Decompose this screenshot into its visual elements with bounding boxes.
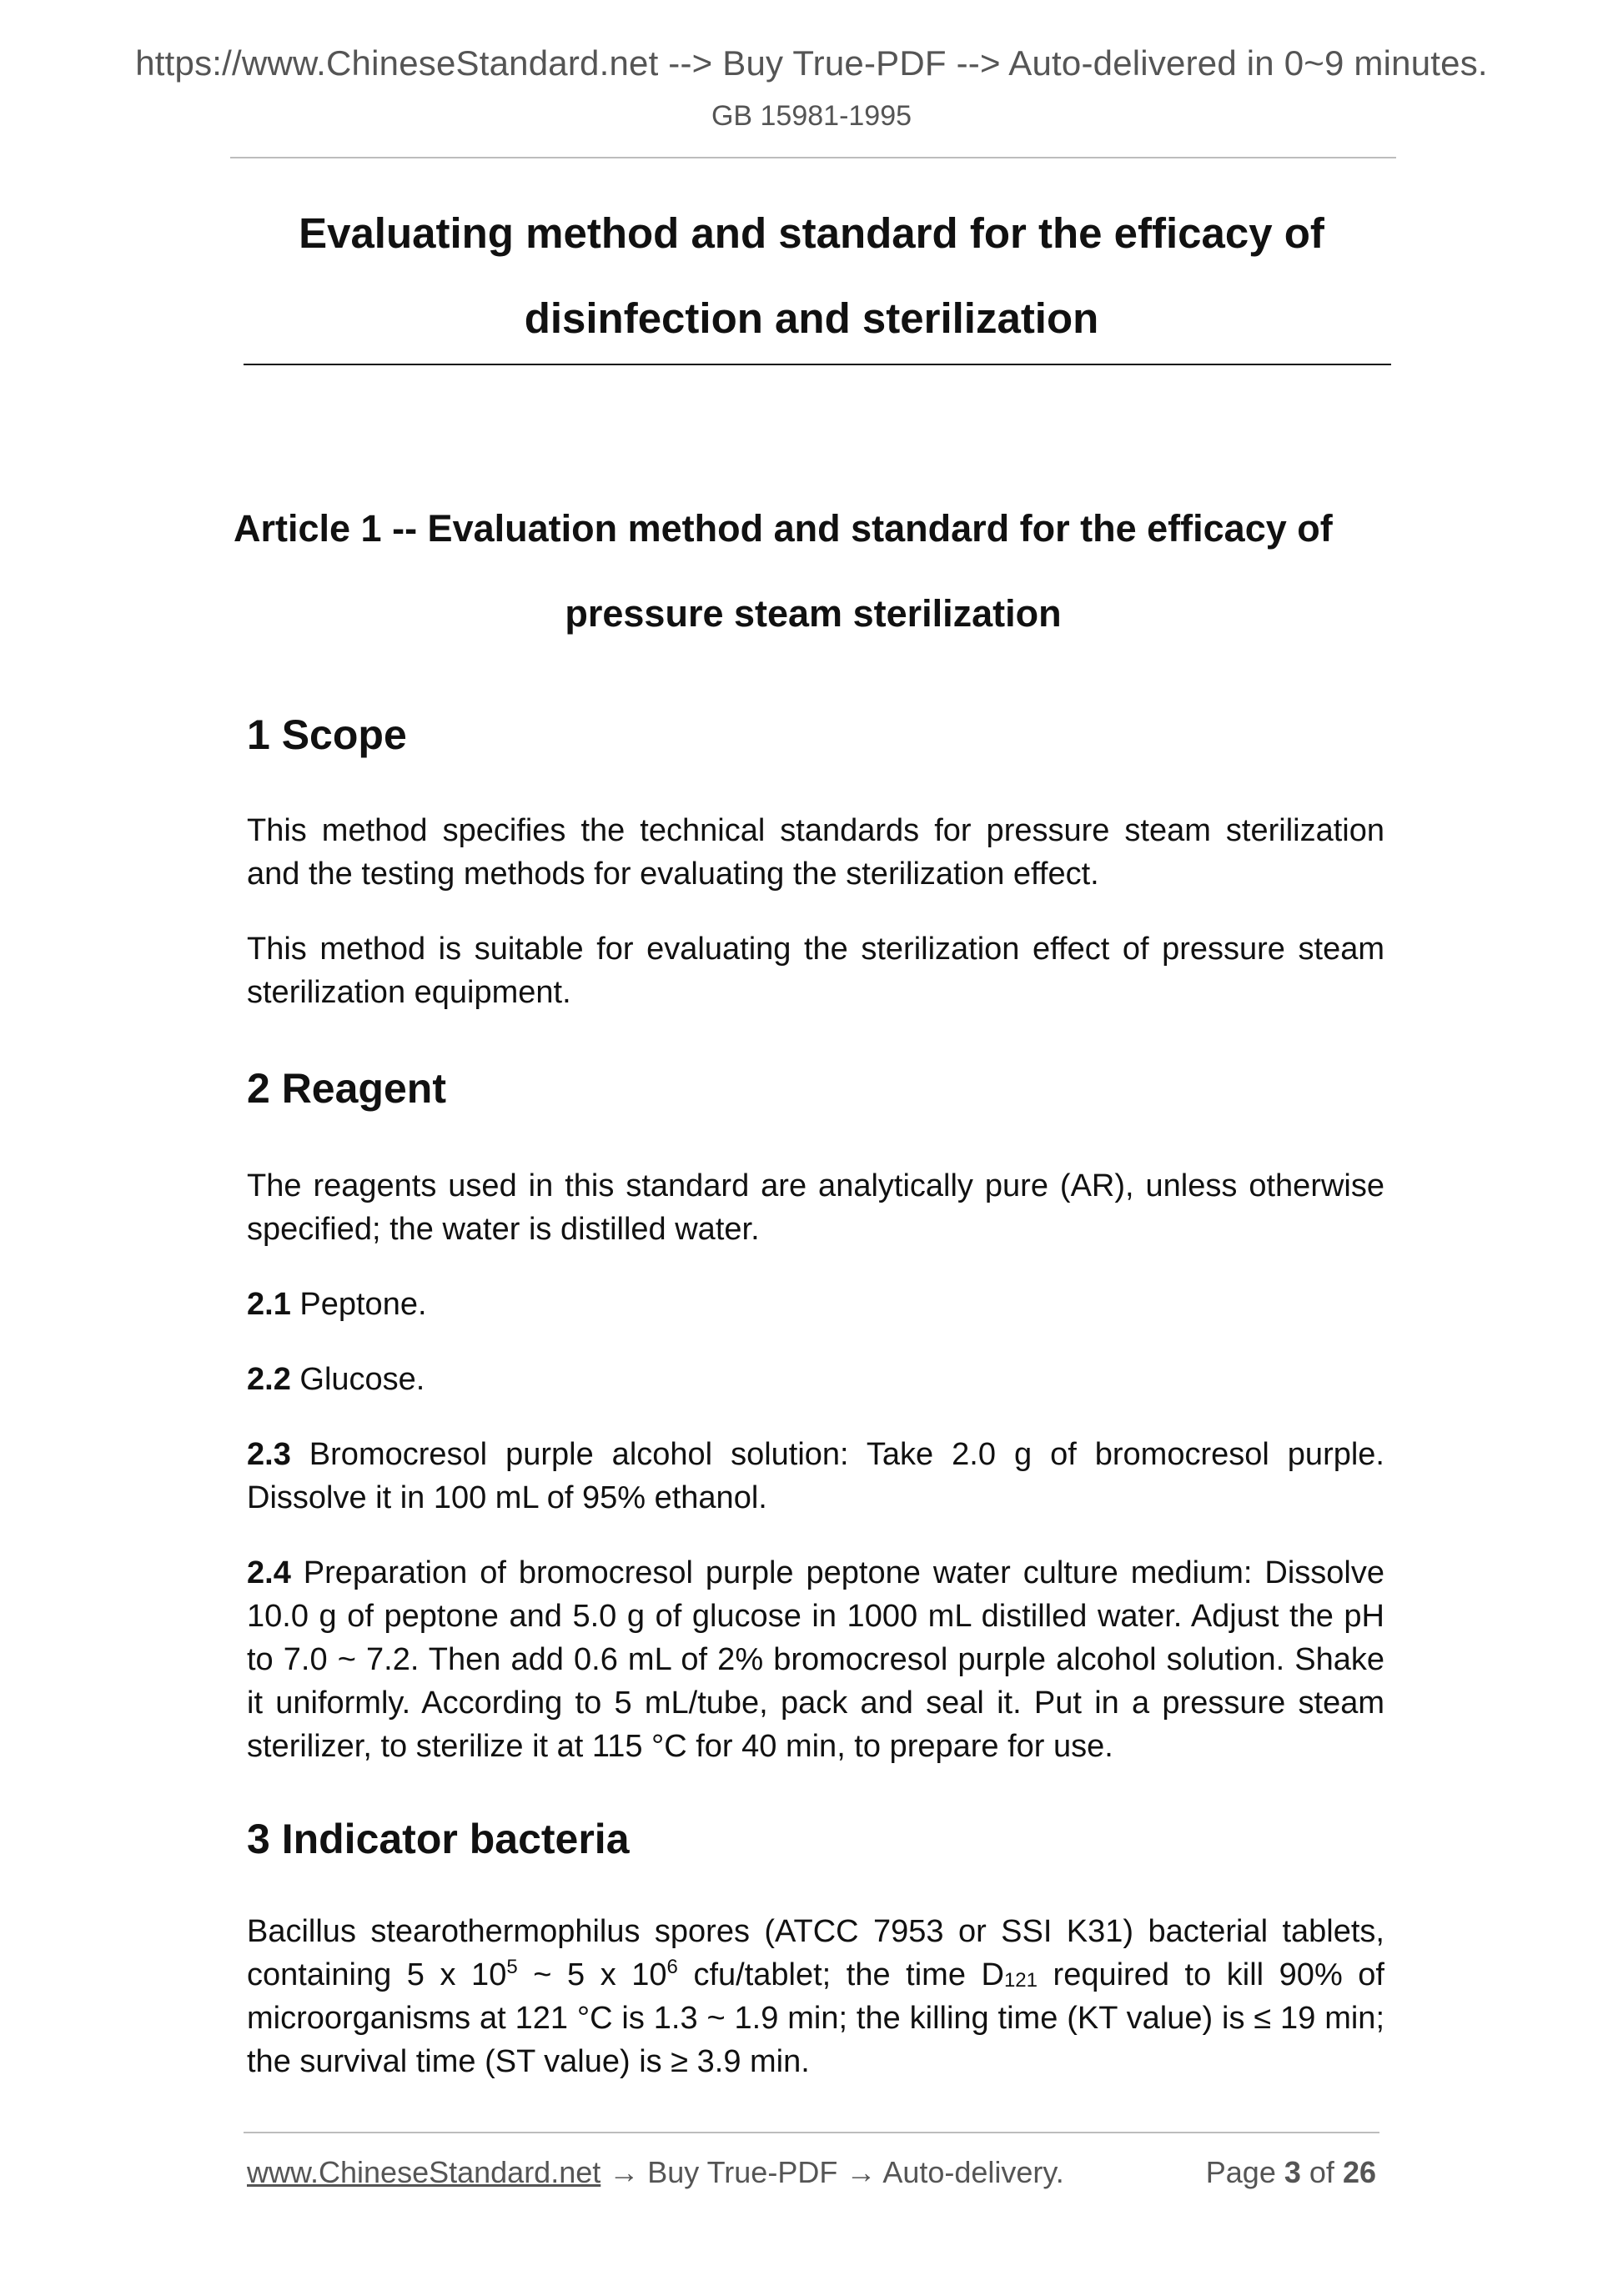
temperature-subscript: 121 [1003,1969,1038,1992]
document-title-line-2: disinfection and sterilization [524,294,1099,342]
exponent-superscript: 6 [666,1956,678,1978]
reagent-item-text: Preparation of bromocresol purple peptone water culture medium: Dissolve 10.0 g of peptone and 5.0 g of glucose in 1000 mL distilled water. Adjust the pH to 7.0 ~ 7.2. Then add 0.6 mL of 2% bromocresol purple alcohol solution. Shake it uniformly. According to 5 mL/tube, pack and seal it. Put in a pressure steam sterilizer, to sterilize it at 115 °C for 40 min, to prepare for use. [247,1555,1384,1764]
reagent-item-number: 2.3 [247,1437,291,1472]
current-page-number: 3 [1284,2155,1301,2189]
reagent-item-text: Glucose. [290,1362,425,1397]
footer-site-link[interactable]: www.ChineseStandard.net [247,2155,601,2189]
of-label: of [1309,2155,1334,2189]
standard-code: GB 15981-1995 [711,100,912,132]
indicator-text-part: cfu/tablet; the time D [677,1957,1004,1992]
reagent-item [247,1551,1384,1768]
section-heading-indicator-bacteria: 3 Indicator bacteria [247,1816,630,1862]
reagent-item [247,1433,1384,1520]
document-title-line-1: Evaluating method and standard for the efficacy of [299,209,1324,257]
scope-paragraph-2: This method is suitable for evaluating the sterilization effect of pressure steam sterilization equipment. [247,932,1384,1010]
reagent-item-number: 2.1 [247,1287,291,1322]
reagent-item [247,1283,1384,1326]
scope-paragraph-1: This method specifies the technical standards for pressure steam sterilization and the testing methods for evaluating the sterilization effect. [247,813,1384,892]
indicator-bacteria-paragraph [247,1910,1384,2083]
section-heading-scope: 1 Scope [247,711,407,758]
article-heading-line-1: Article 1 -- Evaluation method and standard for the efficacy of [234,507,1333,550]
footer-left [247,2155,1064,2190]
reagent-item-number: 2.2 [247,1362,291,1397]
section-heading-reagent: 2 Reagent [247,1065,446,1112]
exponent-superscript: 5 [506,1956,518,1978]
reagent-item-text: Peptone. [290,1287,427,1322]
header-divider [230,157,1396,158]
reagent-item [247,1358,1384,1401]
article-heading-line-2: pressure steam sterilization [565,592,1062,635]
header-url-line[interactable]: https://www.ChineseStandard.net --> Buy True-PDF --> Auto-delivered in 0~9 minutes. [135,43,1488,83]
page-label: Page [1205,2155,1276,2189]
indicator-text-part: ~ 5 x 10 [517,1957,667,1992]
title-divider [244,364,1391,365]
reagent-item-number: 2.4 [247,1555,291,1590]
footer-tagline: → Buy True-PDF → Auto-delivery. [600,2155,1064,2189]
indicator-text-part: Bacillus stearothermophilus spores (ATCC 7953 or SSI K31) bacterial tablets, containing 5 x 10 [247,1914,1384,1992]
footer-divider [244,2132,1379,2133]
total-pages: 26 [1342,2155,1376,2189]
page-indicator [1206,2155,1376,2190]
indicator-text-part: required to kill 90% of microorganisms at 121 °C is 1.3 ~ 1.9 min; the killing time (KT value) is ≤ 19 min; the survival time (ST value) is ≥ 3.9 min. [247,1957,1384,2079]
reagent-intro: The reagents used in this standard are analytically pure (AR), unless otherwise specified; the water is distilled water. [247,1168,1384,1247]
reagent-item-text: Bromocresol purple alcohol solution: Take 2.0 g of bromocresol purple. Dissolve it in 100 mL of 95% ethanol. [247,1437,1384,1515]
